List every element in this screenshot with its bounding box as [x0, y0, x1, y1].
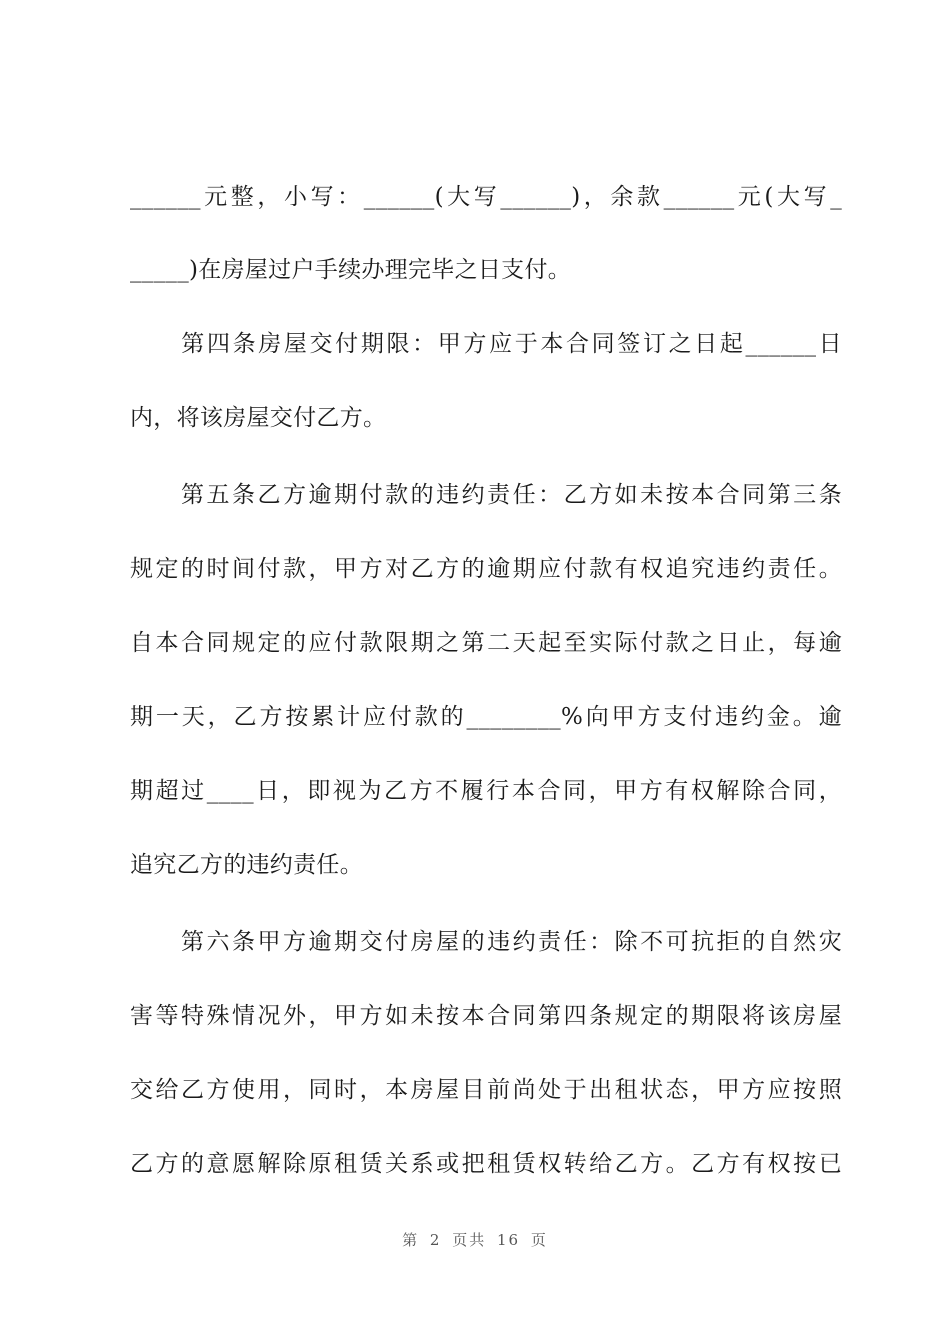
- text-line-5: 第五条乙方逾期付款的违约责任：乙方如未按本合同第三条: [130, 482, 842, 508]
- page-number-footer: 第 2 页共 16 页: [402, 1231, 548, 1249]
- text-line-9: 期超过____日，即视为乙方不履行本合同，甲方有权解除合同，: [130, 778, 842, 804]
- text-line-14: 乙方的意愿解除原租赁关系或把租赁权转给乙方。乙方有权按已: [130, 1151, 842, 1177]
- text-line-8: 期一天，乙方按累计应付款的________%向甲方支付违约金。逾: [130, 704, 842, 730]
- text-line-2: _____)在房屋过户手续办理完毕之日支付。: [130, 257, 572, 283]
- text-line-4: 内，将该房屋交付乙方。: [130, 405, 387, 431]
- text-line-3: 第四条房屋交付期限：甲方应于本合同签订之日起______日: [130, 331, 842, 357]
- text-line-7: 自本合同规定的应付款限期之第二天起至实际付款之日止，每逾: [130, 630, 842, 656]
- text-line-10: 追究乙方的违约责任。: [130, 852, 363, 878]
- text-line-13: 交给乙方使用，同时，本房屋目前尚处于出租状态，甲方应按照: [130, 1077, 842, 1103]
- text-line-12: 害等特殊情况外，甲方如未按本合同第四条规定的期限将该房屋: [130, 1003, 842, 1029]
- text-line-11: 第六条甲方逾期交付房屋的违约责任：除不可抗拒的自然灾: [130, 929, 842, 955]
- text-line-1: ______元整，小写：______(大写______)，余款______元(大写_: [130, 184, 842, 210]
- text-line-6: 规定的时间付款，甲方对乙方的逾期应付款有权追究违约责任。: [130, 556, 842, 582]
